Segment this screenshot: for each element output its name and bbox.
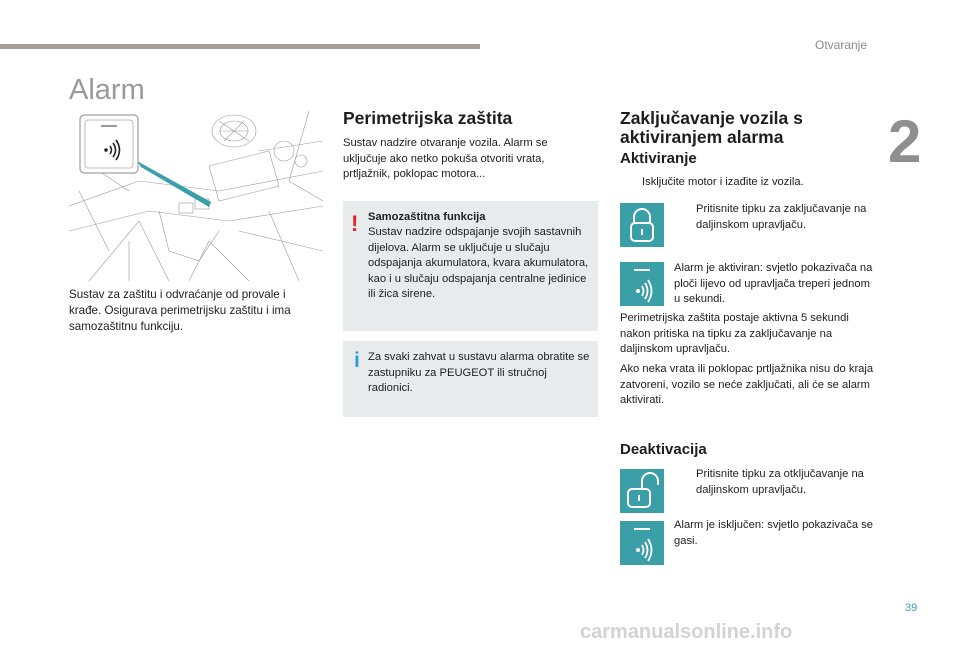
page-title: Alarm (69, 74, 145, 106)
alarm-indicator-tile (620, 262, 664, 306)
chapter-title: Otvaranje (815, 38, 868, 52)
header-bar (0, 44, 480, 49)
step-press-unlock: Pritisnite tipku za otključavanje na daljinskom upravljaču. (696, 468, 864, 496)
alarm-off-text: Alarm je isključen: svjetlo pokazivača se gasi. (674, 519, 873, 547)
alarm-activated-text: Alarm je aktiviran: svjetlo pokazivača na ploči lijevo od upravljača treperi jednom u sekundi. (674, 262, 873, 306)
chapter-number: 2 (888, 108, 922, 175)
info-icon: i (354, 349, 360, 372)
alarm-indicator-icon (620, 262, 664, 306)
step-turn-off-engine: Isključite motor i izađite iz vozila. (642, 176, 804, 188)
padlock-unlocked-icon (620, 469, 664, 513)
dashboard-illustration (69, 111, 323, 281)
section-heading-locking: Zaključavanje vozila s aktiviranjem alarma (620, 108, 803, 147)
unlock-tile (620, 469, 664, 513)
activation-heading: Aktiviranje (620, 150, 697, 167)
page-number: 39 (905, 602, 918, 614)
alarm-off-tile (620, 521, 664, 565)
illustration-caption: Sustav za zaštitu i odvraćanje od provale i krađe. Osigurava perimetrijsku zaštitu i ima samozaštitnu funkciju. (69, 288, 291, 333)
perimeter-intro: Sustav nadzire otvaranje vozila. Alarm se uključuje ako netko pokuša otvoriti vrata, prtljažnik, poklopac motora... (343, 137, 548, 181)
info-note (343, 341, 598, 417)
warning-note (343, 201, 598, 331)
warning-title: Samozaštitna funkcija (368, 211, 486, 223)
padlock-locked-icon (620, 203, 664, 247)
watermark: carmanualsonline.info (580, 621, 793, 643)
alarm-indicator-icon (620, 521, 664, 565)
warning-icon: ! (351, 211, 359, 236)
alarm-button-callout (80, 115, 138, 173)
warning-text: Sustav nadzire odspajanje svojih sastavnih dijelova. Alarm se uključuje u slučaju odspajanja akumulatora, kvara akumulatora, kao i u slučaju odspajanja centralne jedinice ili žica sirene. (368, 226, 589, 301)
door-not-closed-paragraph: Ako neka vrata ili poklopac prtljažnika nisu do kraja zatvoreni, vozilo se neće zaključati, ali će se alarm aktivirati. (620, 363, 874, 407)
info-text: Za svaki zahvat u sustavu alarma obratite se zastupniku za PEUGEOT ili stručnoj radionici. (368, 351, 590, 395)
section-heading-perimeter: Perimetrijska zaštita (343, 108, 513, 128)
deactivation-heading: Deaktivacija (620, 441, 707, 458)
perimeter-active-paragraph: Perimetrijska zaštita postaje aktivna 5 sekundi nakon pritiska na tipku za zaključavanje na daljinskom upravljaču. (620, 312, 849, 356)
lock-tile (620, 203, 664, 247)
step-press-lock: Pritisnite tipku za zaključavanje na daljinskom upravljaču. (696, 203, 867, 231)
